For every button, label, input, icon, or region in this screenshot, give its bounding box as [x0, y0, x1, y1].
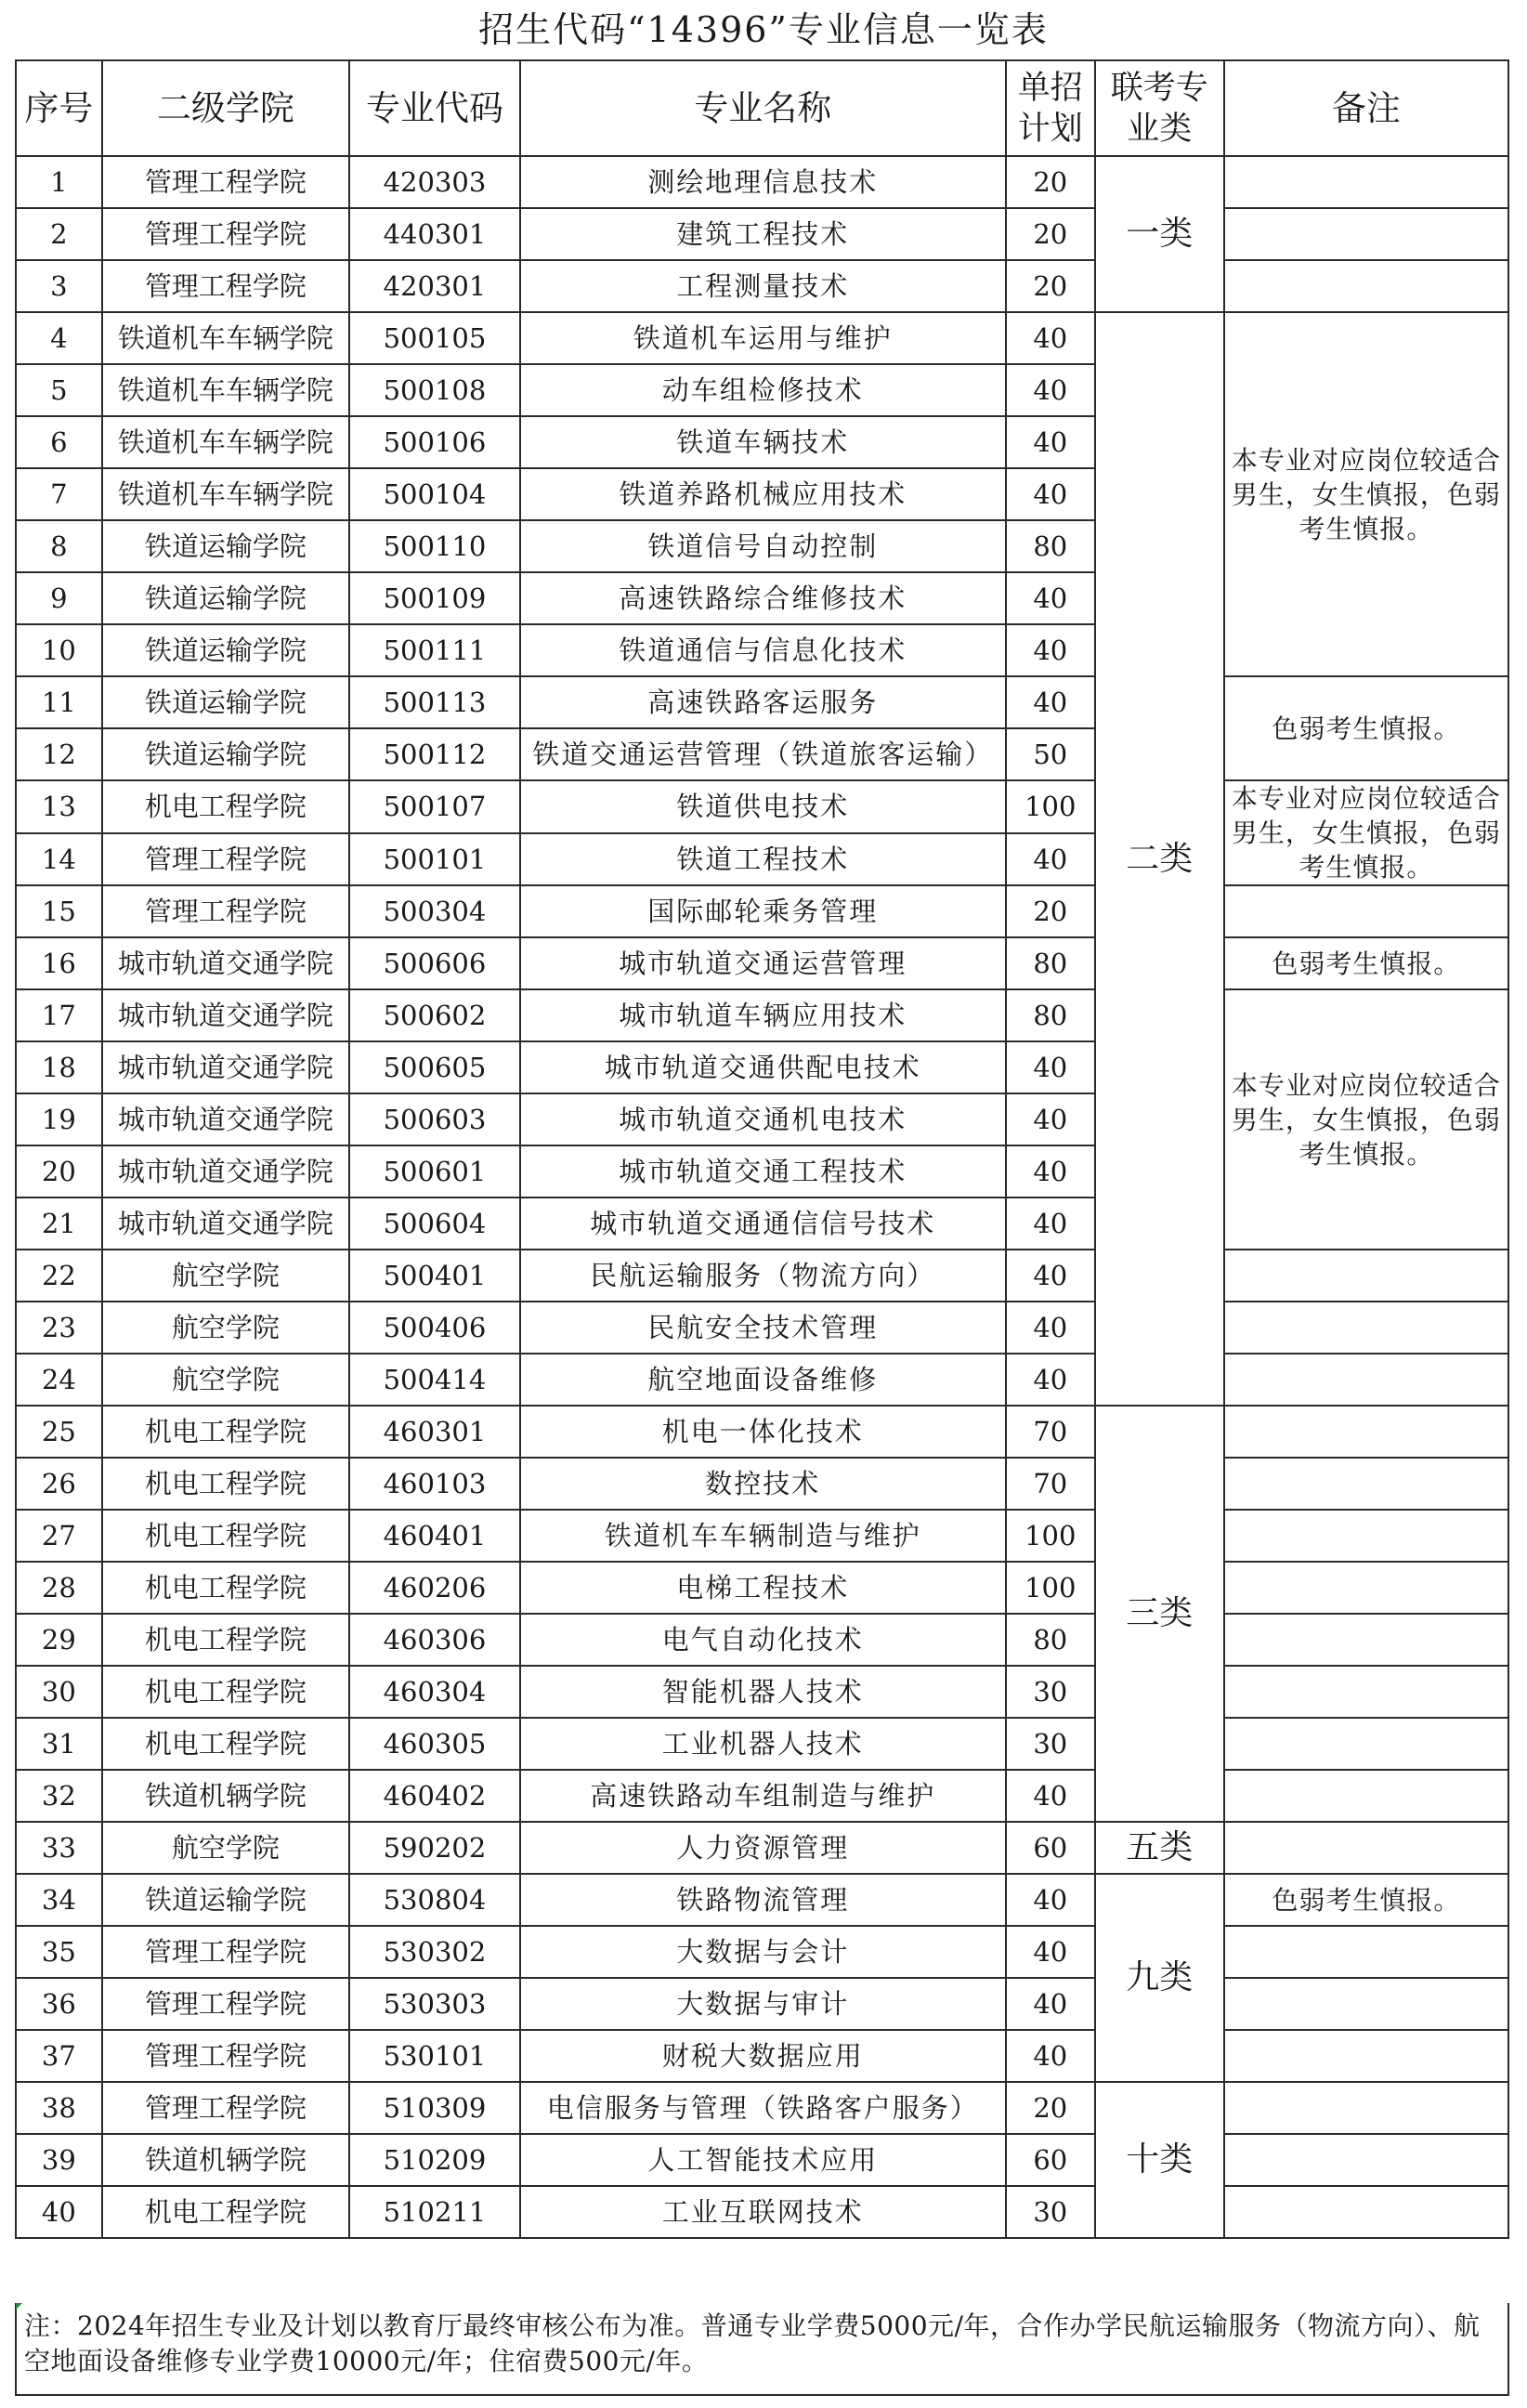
cell-code: 500601: [349, 1145, 520, 1197]
cell-index: 19: [16, 1093, 102, 1145]
cell-major: 铁道工程技术: [520, 833, 1006, 886]
cell-plan: 30: [1006, 2186, 1095, 2238]
cell-remark: 色弱考生慎报。: [1224, 676, 1508, 780]
cell-major: 航空地面设备维修: [520, 1354, 1006, 1406]
header-code: 专业代码: [349, 60, 520, 156]
table-row: [16, 1718, 1508, 1770]
cell-college: 铁道运输学院: [102, 520, 349, 572]
cell-index: 13: [16, 780, 102, 833]
table-row: [16, 2082, 1508, 2134]
cell-index: 28: [16, 1562, 102, 1614]
cell-code: 500104: [349, 468, 520, 520]
cell-plan: 50: [1006, 728, 1095, 780]
table-row: [16, 1302, 1508, 1354]
table-row: [16, 156, 1508, 208]
cell-major: 城市轨道交通机电技术: [520, 1093, 1006, 1145]
cell-index: 24: [16, 1354, 102, 1406]
cell-index: 12: [16, 728, 102, 780]
cell-index: 29: [16, 1614, 102, 1666]
cell-major: 数控技术: [520, 1458, 1006, 1510]
cell-category: 十类: [1095, 2082, 1224, 2238]
cell-college: 管理工程学院: [102, 2082, 349, 2134]
cell-major: 机电一体化技术: [520, 1406, 1006, 1458]
cell-college: 铁道运输学院: [102, 1874, 349, 1926]
table-row: [16, 1510, 1508, 1562]
cell-plan: 40: [1006, 572, 1095, 624]
cell-remark: [1224, 2134, 1508, 2186]
cell-code: 530804: [349, 1874, 520, 1926]
cell-plan: 80: [1006, 937, 1095, 989]
header-major: 专业名称: [520, 60, 1006, 156]
cell-college: 铁道机辆学院: [102, 1770, 349, 1822]
cell-college: 机电工程学院: [102, 1510, 349, 1562]
cell-code: 460206: [349, 1562, 520, 1614]
cell-index: 26: [16, 1458, 102, 1510]
cell-major: 铁路物流管理: [520, 1874, 1006, 1926]
cell-plan: 20: [1006, 208, 1095, 260]
cell-remark: 本专业对应岗位较适合男生，女生慎报，色弱考生慎报。: [1224, 780, 1508, 885]
cell-plan: 20: [1006, 885, 1095, 937]
cell-code: 500105: [349, 312, 520, 364]
cell-index: 38: [16, 2082, 102, 2134]
cell-college: 机电工程学院: [102, 780, 349, 833]
cell-code: 420303: [349, 156, 520, 208]
cell-remark: [1224, 1354, 1508, 1406]
cell-code: 500110: [349, 520, 520, 572]
cell-index: 18: [16, 1041, 102, 1093]
cell-remark: [1224, 1510, 1508, 1562]
cell-code: 500414: [349, 1354, 520, 1406]
cell-plan: 40: [1006, 312, 1095, 364]
cell-college: 机电工程学院: [102, 1406, 349, 1458]
cell-plan: 40: [1006, 1041, 1095, 1093]
cell-college: 城市轨道交通学院: [102, 1197, 349, 1250]
cell-major: 工业互联网技术: [520, 2186, 1006, 2238]
cell-code: 460301: [349, 1406, 520, 1458]
cell-index: 33: [16, 1822, 102, 1874]
cell-major: 铁道机车车辆制造与维护: [520, 1510, 1006, 1562]
cell-code: 460103: [349, 1458, 520, 1510]
cell-index: 14: [16, 833, 102, 886]
cell-remark: [1224, 2030, 1508, 2082]
cell-plan: 40: [1006, 1926, 1095, 1978]
cell-plan: 40: [1006, 1354, 1095, 1406]
cell-code: 500112: [349, 728, 520, 780]
cell-index: 7: [16, 468, 102, 520]
cell-college: 城市轨道交通学院: [102, 1093, 349, 1145]
table-row: [16, 2134, 1508, 2186]
cell-code: 590202: [349, 1822, 520, 1874]
cell-index: 25: [16, 1406, 102, 1458]
cell-code: 500401: [349, 1250, 520, 1302]
table-row: [16, 1614, 1508, 1666]
cell-plan: 40: [1006, 624, 1095, 676]
cell-index: 2: [16, 208, 102, 260]
cell-code: 500108: [349, 364, 520, 416]
cell-remark: [1224, 1250, 1508, 1302]
cell-index: 17: [16, 989, 102, 1041]
table-row: [16, 1562, 1508, 1614]
table-row: [16, 260, 1508, 312]
cell-plan: 40: [1006, 1978, 1095, 2030]
cell-plan: 40: [1006, 833, 1095, 886]
cell-major: 铁道养路机械应用技术: [520, 468, 1006, 520]
cell-code: 530302: [349, 1926, 520, 1978]
cell-remark: [1224, 1614, 1508, 1666]
table-row: [16, 676, 1508, 728]
table-row: [16, 989, 1508, 1041]
cell-college: 铁道运输学院: [102, 624, 349, 676]
cell-index: 15: [16, 885, 102, 937]
cell-index: 4: [16, 312, 102, 364]
cell-plan: 20: [1006, 156, 1095, 208]
cell-college: 航空学院: [102, 1354, 349, 1406]
cell-category: 二类: [1095, 312, 1224, 1406]
cell-major: 民航运输服务（物流方向）: [520, 1250, 1006, 1302]
cell-major: 铁道车辆技术: [520, 416, 1006, 468]
cell-college: 城市轨道交通学院: [102, 1041, 349, 1093]
cell-college: 铁道运输学院: [102, 728, 349, 780]
cell-college: 航空学院: [102, 1822, 349, 1874]
table-row: [16, 1406, 1508, 1458]
cell-code: 500304: [349, 885, 520, 937]
cell-college: 机电工程学院: [102, 1718, 349, 1770]
cell-code: 500406: [349, 1302, 520, 1354]
cell-college: 机电工程学院: [102, 1562, 349, 1614]
cell-corner-mark: [16, 2303, 22, 2310]
cell-remark: [1224, 2186, 1508, 2238]
cell-code: 500603: [349, 1093, 520, 1145]
cell-college: 铁道运输学院: [102, 676, 349, 728]
cell-plan: 30: [1006, 1718, 1095, 1770]
cell-major: 人力资源管理: [520, 1822, 1006, 1874]
cell-major: 高速铁路综合维修技术: [520, 572, 1006, 624]
cell-major: 财税大数据应用: [520, 2030, 1006, 2082]
cell-code: 460304: [349, 1666, 520, 1718]
cell-remark: [1224, 2082, 1508, 2134]
cell-remark: [1224, 1302, 1508, 1354]
cell-major: 铁道交通运营管理（铁道旅客运输）: [520, 728, 1006, 780]
cell-major: 电气自动化技术: [520, 1614, 1006, 1666]
cell-index: 30: [16, 1666, 102, 1718]
cell-code: 500606: [349, 937, 520, 989]
header-remark: 备注: [1224, 60, 1508, 156]
cell-index: 32: [16, 1770, 102, 1822]
header-college: 二级学院: [102, 60, 349, 156]
page-title: 招生代码“14396”专业信息一览表: [478, 9, 1049, 50]
table-row: [16, 2186, 1508, 2238]
table-body: [16, 156, 1508, 2238]
cell-major: 高速铁路客运服务: [520, 676, 1006, 728]
cell-major: 城市轨道交通供配电技术: [520, 1041, 1006, 1093]
header-plan: 单招计划: [1006, 60, 1095, 156]
cell-code: 460402: [349, 1770, 520, 1822]
cell-college: 管理工程学院: [102, 2030, 349, 2082]
cell-plan: 60: [1006, 2134, 1095, 2186]
cell-index: 31: [16, 1718, 102, 1770]
cell-plan: 40: [1006, 676, 1095, 728]
table-row: [16, 1354, 1508, 1406]
cell-remark: 本专业对应岗位较适合男生，女生慎报，色弱考生慎报。: [1224, 312, 1508, 676]
cell-index: 35: [16, 1926, 102, 1978]
cell-code: 460306: [349, 1614, 520, 1666]
cell-major: 铁道信号自动控制: [520, 520, 1006, 572]
cell-index: 37: [16, 2030, 102, 2082]
cell-college: 航空学院: [102, 1302, 349, 1354]
cell-index: 22: [16, 1250, 102, 1302]
table-row: [16, 1978, 1508, 2030]
cell-code: 460305: [349, 1718, 520, 1770]
cell-index: 27: [16, 1510, 102, 1562]
cell-code: 500106: [349, 416, 520, 468]
cell-major: 电梯工程技术: [520, 1562, 1006, 1614]
table-row: [16, 312, 1508, 364]
cell-index: 40: [16, 2186, 102, 2238]
cell-remark: [1224, 1926, 1508, 1978]
cell-remark: [1224, 1978, 1508, 2030]
cell-remark: [1224, 260, 1508, 312]
cell-major: 铁道供电技术: [520, 780, 1006, 833]
cell-college: 机电工程学院: [102, 1614, 349, 1666]
cell-college: 铁道机车车辆学院: [102, 416, 349, 468]
cell-code: 510309: [349, 2082, 520, 2134]
cell-plan: 30: [1006, 1666, 1095, 1718]
cell-remark: [1224, 1406, 1508, 1458]
cell-code: 420301: [349, 260, 520, 312]
cell-major: 工程测量技术: [520, 260, 1006, 312]
cell-index: 1: [16, 156, 102, 208]
table-row: [16, 1666, 1508, 1718]
table-row: [16, 780, 1508, 833]
cell-major: 城市轨道交通通信信号技术: [520, 1197, 1006, 1250]
cell-college: 机电工程学院: [102, 1666, 349, 1718]
cell-category: 一类: [1095, 156, 1224, 312]
header-row: [16, 60, 1508, 156]
cell-remark: [1224, 208, 1508, 260]
cell-college: 城市轨道交通学院: [102, 1145, 349, 1197]
cell-code: 500109: [349, 572, 520, 624]
cell-college: 铁道机车车辆学院: [102, 364, 349, 416]
cell-plan: 40: [1006, 1145, 1095, 1197]
cell-college: 管理工程学院: [102, 156, 349, 208]
cell-college: 机电工程学院: [102, 1458, 349, 1510]
cell-college: 管理工程学院: [102, 208, 349, 260]
cell-index: 36: [16, 1978, 102, 2030]
cell-remark: [1224, 885, 1508, 937]
cell-code: 510209: [349, 2134, 520, 2186]
table-row: [16, 1250, 1508, 1302]
cell-college: 管理工程学院: [102, 833, 349, 886]
table-row: [16, 1770, 1508, 1822]
cell-category: 九类: [1095, 1874, 1224, 2082]
table-row: [16, 1822, 1508, 1874]
cell-college: 机电工程学院: [102, 2186, 349, 2238]
table-row: [16, 1874, 1508, 1926]
cell-major: 大数据与会计: [520, 1926, 1006, 1978]
cell-code: 500604: [349, 1197, 520, 1250]
cell-plan: 80: [1006, 1614, 1095, 1666]
cell-major: 建筑工程技术: [520, 208, 1006, 260]
cell-category: 三类: [1095, 1406, 1224, 1822]
cell-remark: [1224, 1822, 1508, 1874]
cell-code: 460401: [349, 1510, 520, 1562]
cell-index: 6: [16, 416, 102, 468]
cell-code: 500605: [349, 1041, 520, 1093]
cell-plan: 40: [1006, 1874, 1095, 1926]
cell-college: 铁道机车车辆学院: [102, 468, 349, 520]
cell-index: 10: [16, 624, 102, 676]
cell-major: 城市轨道车辆应用技术: [520, 989, 1006, 1041]
cell-index: 39: [16, 2134, 102, 2186]
cell-plan: 40: [1006, 1197, 1095, 1250]
cell-college: 航空学院: [102, 1250, 349, 1302]
cell-code: 500101: [349, 833, 520, 886]
cell-major: 城市轨道交通工程技术: [520, 1145, 1006, 1197]
cell-plan: 40: [1006, 2030, 1095, 2082]
cell-major: 工业机器人技术: [520, 1718, 1006, 1770]
cell-index: 23: [16, 1302, 102, 1354]
cell-major: 动车组检修技术: [520, 364, 1006, 416]
cell-college: 管理工程学院: [102, 1978, 349, 2030]
cell-remark: [1224, 156, 1508, 208]
table-row: [16, 1458, 1508, 1510]
cell-code: 440301: [349, 208, 520, 260]
cell-remark: [1224, 1770, 1508, 1822]
cell-major: 城市轨道交通运营管理: [520, 937, 1006, 989]
cell-plan: 100: [1006, 1562, 1095, 1614]
cell-plan: 20: [1006, 2082, 1095, 2134]
cell-index: 20: [16, 1145, 102, 1197]
cell-plan: 40: [1006, 1302, 1095, 1354]
table-row: [16, 208, 1508, 260]
cell-remark: [1224, 1718, 1508, 1770]
cell-index: 34: [16, 1874, 102, 1926]
cell-code: 510211: [349, 2186, 520, 2238]
cell-plan: 80: [1006, 520, 1095, 572]
cell-index: 21: [16, 1197, 102, 1250]
cell-remark: 色弱考生慎报。: [1224, 937, 1508, 989]
cell-college: 管理工程学院: [102, 260, 349, 312]
cell-major: 测绘地理信息技术: [520, 156, 1006, 208]
cell-index: 8: [16, 520, 102, 572]
cell-plan: 20: [1006, 260, 1095, 312]
header-index: 序号: [16, 60, 102, 156]
cell-code: 500111: [349, 624, 520, 676]
cell-code: 530303: [349, 1978, 520, 2030]
cell-index: 16: [16, 937, 102, 989]
cell-major: 电信服务与管理（铁路客户服务）: [520, 2082, 1006, 2134]
cell-college: 城市轨道交通学院: [102, 989, 349, 1041]
cell-index: 9: [16, 572, 102, 624]
cell-code: 530101: [349, 2030, 520, 2082]
table-row: [16, 885, 1508, 937]
cell-college: 管理工程学院: [102, 885, 349, 937]
cell-remark: 本专业对应岗位较适合男生，女生慎报，色弱考生慎报。: [1224, 989, 1508, 1250]
cell-code: 500602: [349, 989, 520, 1041]
cell-remark: [1224, 1458, 1508, 1510]
cell-plan: 70: [1006, 1458, 1095, 1510]
cell-plan: 100: [1006, 1510, 1095, 1562]
table-row: [16, 2030, 1508, 2082]
cell-major: 高速铁路动车组制造与维护: [520, 1770, 1006, 1822]
cell-remark: [1224, 1666, 1508, 1718]
cell-major: 国际邮轮乘务管理: [520, 885, 1006, 937]
cell-index: 3: [16, 260, 102, 312]
cell-remark: 色弱考生慎报。: [1224, 1874, 1508, 1926]
cell-code: 500113: [349, 676, 520, 728]
cell-major: 民航安全技术管理: [520, 1302, 1006, 1354]
cell-remark: [1224, 1562, 1508, 1614]
cell-plan: 40: [1006, 1093, 1095, 1145]
cell-major: 大数据与审计: [520, 1978, 1006, 2030]
cell-code: 500107: [349, 780, 520, 833]
cell-plan: 100: [1006, 780, 1095, 833]
table-row: [16, 1926, 1508, 1978]
cell-category: 五类: [1095, 1822, 1224, 1874]
cell-college: 铁道机车车辆学院: [102, 312, 349, 364]
cell-index: 5: [16, 364, 102, 416]
cell-plan: 40: [1006, 468, 1095, 520]
cell-plan: 40: [1006, 364, 1095, 416]
cell-major: 智能机器人技术: [520, 1666, 1006, 1718]
cell-plan: 40: [1006, 1770, 1095, 1822]
footnote: 注：2024年招生专业及计划以教育厅最终审核公布为准。普通专业学费5000元/年，合作办学民航运输服务（物流方向）、航空地面设备维修专业学费10000元/年；住宿费500元/年。: [15, 2303, 1509, 2396]
cell-major: 人工智能技术应用: [520, 2134, 1006, 2186]
cell-major: 铁道通信与信息化技术: [520, 624, 1006, 676]
cell-major: 铁道机车运用与维护: [520, 312, 1006, 364]
cell-plan: 70: [1006, 1406, 1095, 1458]
cell-college: 铁道运输学院: [102, 572, 349, 624]
cell-plan: 40: [1006, 416, 1095, 468]
cell-plan: 60: [1006, 1822, 1095, 1874]
cell-plan: 40: [1006, 1250, 1095, 1302]
cell-college: 铁道机辆学院: [102, 2134, 349, 2186]
table-row: [16, 937, 1508, 989]
cell-plan: 80: [1006, 989, 1095, 1041]
cell-college: 城市轨道交通学院: [102, 937, 349, 989]
cell-index: 11: [16, 676, 102, 728]
cell-college: 管理工程学院: [102, 1926, 349, 1978]
major-info-table: [15, 59, 1509, 2239]
header-category: 联考专业类: [1095, 60, 1224, 156]
